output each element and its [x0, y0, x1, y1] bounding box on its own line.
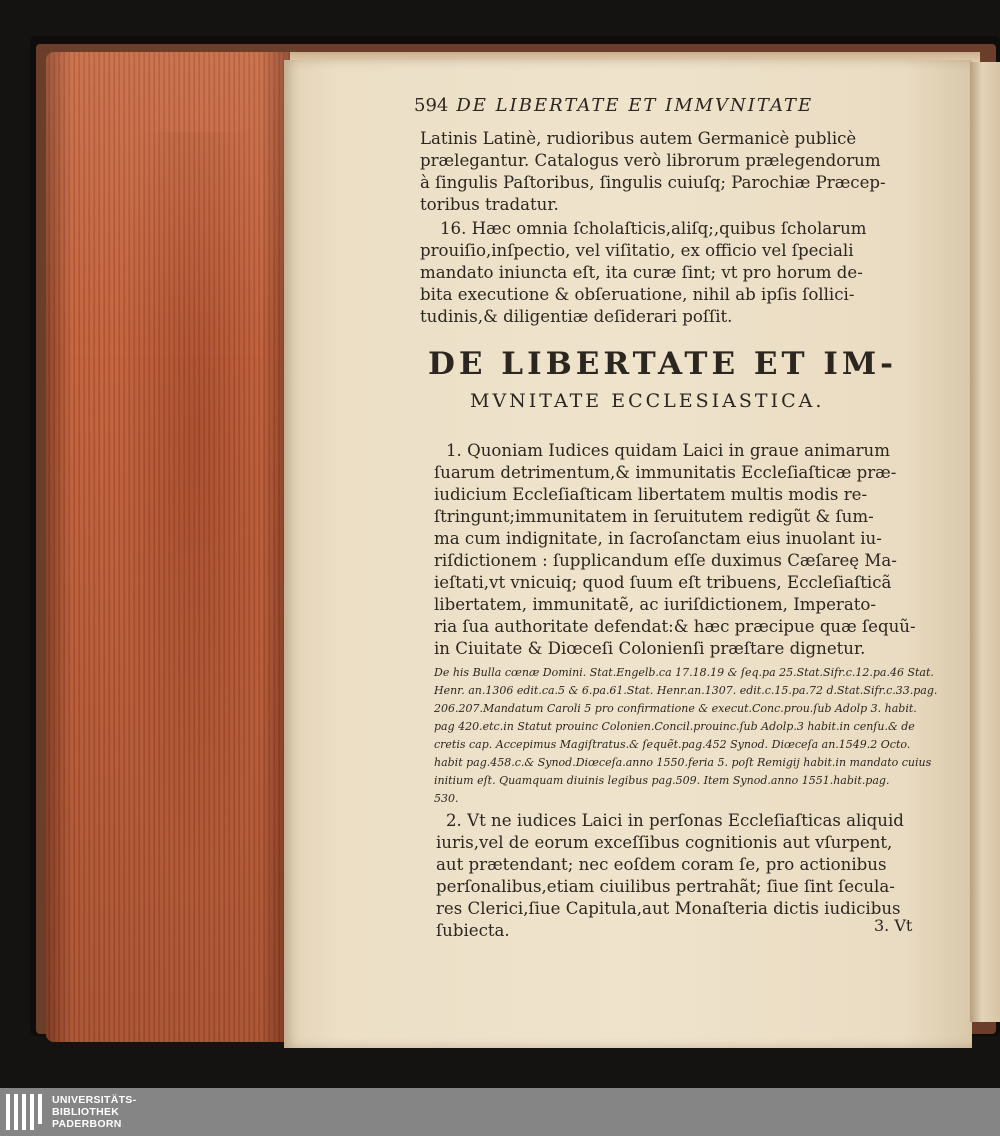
section-heading: DE LIBERTATE ET IM- — [428, 346, 898, 382]
page-number: 594 — [414, 95, 449, 116]
text-line: à ſingulis Paſtoribus, ſingulis cuiuſq; Parochiæ Præcep- — [420, 173, 886, 192]
text-line: 2. Vt ne iudices Laici in perſonas Eccleſiaſticas aliquid — [446, 811, 904, 830]
text-line: aut prætendant; nec eoſdem coram ſe, pro actionibus — [436, 855, 887, 874]
catchword: 3. Vt — [874, 916, 913, 935]
reference-note-line: 206.207.Mandatum Caroli 5 pro confirmatione & execut.Conc.prou.ſub Adolp 3. habit. — [434, 702, 917, 715]
text-line: ſubiecta. — [436, 921, 510, 940]
reference-note-line: habit pag.458.c.& Synod.Diœceſa.anno 1550.feria 5. poſt Remigij habit.in mandato cuius — [434, 756, 932, 769]
section-subheading: MVNITATE ECCLESIASTICA. — [470, 390, 825, 412]
text-line: bita executione & obſeruatione, nihil ab ipſis ſollici- — [420, 285, 855, 304]
fore-edge-shading — [46, 52, 290, 1042]
text-line: ma cum indignitate, in ſacroſanctam eius inuolant iu- — [434, 529, 882, 548]
text-line: perſonalibus,etiam ciuilibus pertrahãt; ſiue ſint ſecula- — [436, 877, 895, 896]
reference-note-line: initium eſt. Quamquam diuinis legibus pag.509. Item Synod.anno 1551.habit.pag. — [434, 774, 890, 787]
text-line: Latinis Latinè, rudioribus autem Germanicè publicè — [420, 129, 857, 148]
facing-page-edge — [970, 62, 1000, 1022]
running-head — [414, 95, 813, 116]
library-logo-text — [52, 1094, 136, 1130]
reference-note-line: Henr. an.1306 edit.ca.5 & 6.pa.61.Stat. Henr.an.1307. edit.c.15.pa.72 d.Stat.Sifr.c.33.pag. — [434, 684, 938, 697]
text-line: tudinis,& diligentiæ deſiderari poſſit. — [420, 307, 733, 326]
text-line: libertatem, immunitatẽ, ac iuriſdictionem, Imperato- — [434, 595, 877, 614]
logo-text-line: UNIVERSITÄTS- — [52, 1094, 137, 1106]
text-line: 16. Hæc omnia ſcholaſticis,aliſq;,quibus ſcholarum — [440, 219, 867, 238]
library-logo-icon — [6, 1094, 50, 1130]
text-line: ieſtati,vt vnicuiq; quod ſuum eſt tribuens, Eccleſiaſticã — [434, 573, 892, 592]
text-line: res Clerici,ſiue Capitula,aut Monaſteria dictis iudicibus — [436, 899, 901, 918]
logo-text-line: BIBLIOTHEK — [52, 1106, 120, 1118]
reference-note-line: cretis cap. Accepimus Magiſtratus.& ſequẽt.pag.452 Synod. Diœceſa an.1549.2 Octo. — [434, 738, 911, 751]
reference-note-line: 530. — [434, 792, 459, 805]
page-fore-edge — [46, 52, 290, 1042]
logo-text-line: PADERBORN — [52, 1118, 122, 1130]
text-line: in Ciuitate & Diœceſi Colonienſi præſtare dignetur. — [434, 639, 866, 658]
library-footer-bar — [0, 1088, 1000, 1136]
text-line: iudicium Eccleſiaſticam libertatem multis modis re- — [434, 485, 868, 504]
text-line: mandato iniuncta eſt, ita curæ ſint; vt pro horum de- — [420, 263, 863, 282]
text-line: toribus tradatur. — [420, 195, 559, 214]
text-line: ſtringunt;immunitatem in ſeruitutem redigũt & ſum- — [434, 507, 874, 526]
text-line: iuris,vel de eorum exceſſibus cognitionis aut vſurpent, — [436, 833, 893, 852]
text-line: ſuarum detrimentum,& immunitatis Eccleſiaſticæ præ- — [434, 463, 897, 482]
text-line: prouiſio,inſpectio, vel viſitatio, ex officio vel ſpeciali — [420, 241, 854, 260]
text-line: riſdictionem : ſupplicandum eſſe duximus Cæſareę Ma- — [434, 551, 897, 570]
running-head-title: DE LIBERTATE ET IMMVNITATE — [456, 95, 814, 116]
text-line: prælegantur. Catalogus verò librorum prælegendorum — [420, 151, 881, 170]
reference-note-line: pag 420.etc.in Statut prouinc Colonien.Concil.prouinc.ſub Adolp.3 habit.in cenſu.& de — [434, 720, 915, 733]
text-line: ria ſua authoritate defendat:& hæc præcipue quæ ſequũ- — [434, 617, 916, 636]
reference-note-line: De his Bulla cœnæ Domini. Stat.Engelb.ca 17.18.19 & ſeq.pa 25.Stat.Sifr.c.12.pa.46 Stat. — [434, 666, 934, 679]
text-line: 1. Quoniam Iudices quidam Laici in graue animarum — [446, 441, 890, 460]
